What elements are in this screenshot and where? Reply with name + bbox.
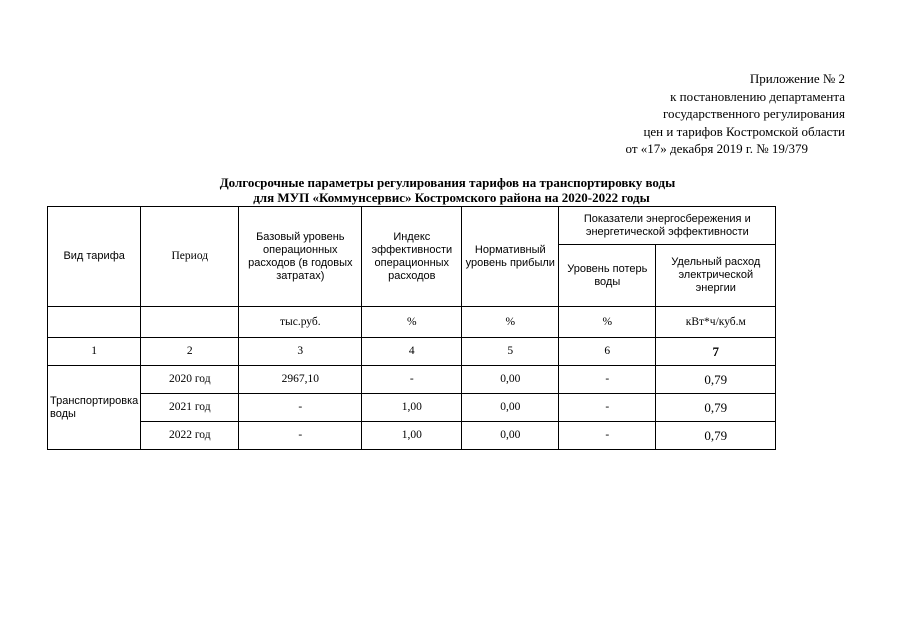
column-number: 1 xyxy=(48,338,141,366)
header-electricity: Удельный расход электрической энергии xyxy=(656,245,776,307)
header-tariff-type: Вид тарифа xyxy=(48,207,141,307)
unit-base-level: тыс.руб. xyxy=(239,307,362,338)
row-normative-profit: 0,00 xyxy=(462,366,559,394)
unit-normative-profit: % xyxy=(462,307,559,338)
unit-water-loss: % xyxy=(559,307,656,338)
row-efficiency-index: 1,00 xyxy=(362,394,462,422)
tariff-parameters-table xyxy=(47,206,776,450)
title-line-1: Долгосрочные параметры регулирования тарифов на транспортировку воды xyxy=(219,175,676,190)
appendix-line-3: государственного регулирования xyxy=(662,106,845,121)
document-title xyxy=(0,175,905,205)
header-period: Период xyxy=(141,207,239,307)
row-period: 2020 год xyxy=(141,366,239,394)
header-efficiency-index: Индекс эффективности операционных расходов xyxy=(362,207,462,307)
header-normative-profit: Нормативный уровень прибыли xyxy=(462,207,559,307)
unit-efficiency-index: % xyxy=(362,307,462,338)
row-electricity: 0,79 xyxy=(656,394,776,422)
table-row xyxy=(48,366,776,394)
row-base-level: - xyxy=(239,394,362,422)
row-period: 2022 год xyxy=(141,422,239,450)
unit-empty xyxy=(48,307,141,338)
row-base-level: - xyxy=(239,422,362,450)
unit-empty xyxy=(141,307,239,338)
header-energy-group: Показатели энергосбережения и энергетической эффективности xyxy=(559,207,776,245)
row-normative-profit: 0,00 xyxy=(462,394,559,422)
tariff-name: Транспортировка воды xyxy=(48,366,141,450)
appendix-line-4: цен и тарифов Костромской области xyxy=(643,123,845,139)
column-number: 2 xyxy=(141,338,239,366)
row-water-loss: - xyxy=(559,394,656,422)
appendix-block xyxy=(625,70,845,158)
unit-electricity: кВт*ч/куб.м xyxy=(656,307,776,338)
row-water-loss: - xyxy=(559,366,656,394)
column-number: 5 xyxy=(462,338,559,366)
table-row xyxy=(48,422,776,450)
appendix-line-2: к постановлению департамента xyxy=(670,88,845,104)
appendix-line-5: от «17» декабря 2019 г. № 19/379 xyxy=(625,141,808,156)
row-efficiency-index: 1,00 xyxy=(362,422,462,450)
column-number: 7 xyxy=(656,338,776,366)
column-number: 3 xyxy=(239,338,362,366)
row-normative-profit: 0,00 xyxy=(462,422,559,450)
column-number: 4 xyxy=(362,338,462,366)
column-number: 6 xyxy=(559,338,656,366)
appendix-line-1: Приложение № 2 xyxy=(749,71,845,86)
row-efficiency-index: - xyxy=(362,366,462,394)
header-base-level: Базовый уровень операционных расходов (в годовых затратах) xyxy=(239,207,362,307)
row-electricity: 0,79 xyxy=(656,422,776,450)
header-water-loss: Уровень потерь воды xyxy=(559,245,656,307)
table-row xyxy=(48,394,776,422)
title-line-2: для МУП «Коммунсервис» Костромского района на 2020-2022 годы xyxy=(253,190,650,205)
row-base-level: 2967,10 xyxy=(239,366,362,394)
row-electricity: 0,79 xyxy=(656,366,776,394)
row-water-loss: - xyxy=(559,422,656,450)
row-period: 2021 год xyxy=(141,394,239,422)
